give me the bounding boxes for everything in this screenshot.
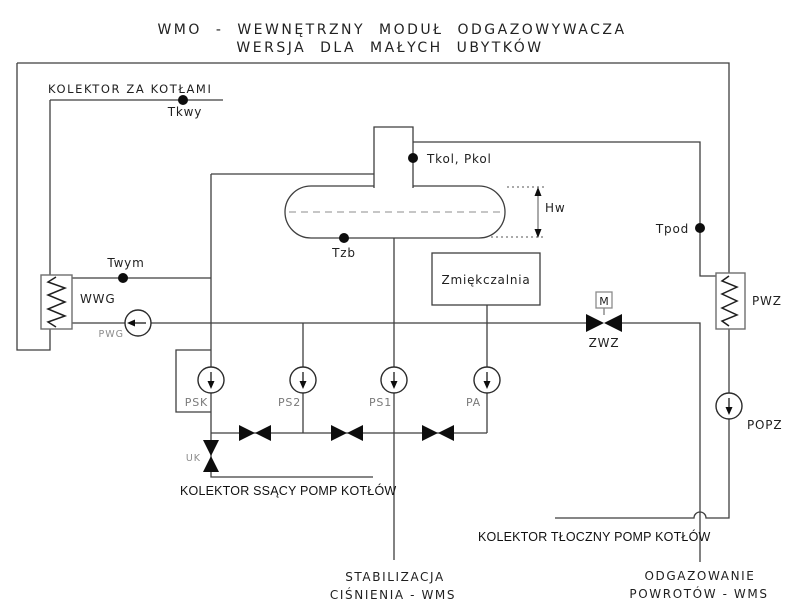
degasser-tank — [285, 127, 505, 238]
valve-uk-symbol — [203, 440, 219, 472]
sensor-tzb-label: Tzb — [332, 246, 356, 260]
softener-unit — [432, 253, 540, 305]
hw-dimension-label: Hw — [545, 201, 566, 215]
pwz-popz-discharge-pipe — [555, 329, 729, 518]
odgazowanie-label-line2: POWROTÓW - WMS — [629, 587, 769, 601]
suction-manifold-pipe — [211, 433, 487, 477]
valve-manifold-3-symbol — [422, 425, 454, 441]
sensor-tzb-dot — [339, 233, 349, 243]
pwz-heat-exchanger-symbol — [716, 273, 745, 329]
sensor-twym-dot — [118, 273, 128, 283]
collector-za-kotlami-label: KOLEKTOR ZA KOTŁAMI — [48, 82, 213, 96]
pump-ps2-symbol — [290, 367, 316, 393]
pump-ps1-symbol — [381, 367, 407, 393]
pump-popz-symbol — [716, 393, 742, 419]
diagram-title-line2: WERSJA DLA MAŁYCH UBYTKÓW — [236, 40, 544, 56]
pump-pa-label: PA — [465, 396, 481, 409]
valve-manifold-2-symbol — [331, 425, 363, 441]
pump-ps1-label: PS1 — [368, 396, 392, 409]
tank-neck — [374, 127, 413, 188]
valve-manifold-1-symbol — [239, 425, 271, 441]
sensor-twym-label: Twym — [107, 256, 145, 270]
wwg-label: WWG — [80, 292, 116, 306]
arrow-up-icon — [535, 187, 542, 196]
pump-popz-label: POPZ — [747, 418, 783, 432]
valve-zwz-label: ZWZ — [588, 336, 620, 350]
stabilizacja-label-line1: STABILIZACJA — [345, 570, 445, 584]
main-suction-pipe — [72, 323, 700, 562]
pump-psk-symbol — [198, 367, 224, 393]
pump-pa-symbol — [474, 367, 500, 393]
sensor-tkol-pkol-dot — [408, 153, 418, 163]
diagram-title-line1: WMO - WEWNĘTRZNY MODUŁ ODGAZOWYWACZA — [157, 22, 627, 38]
motor-actuator-label: M — [599, 295, 609, 308]
stabilizacja-label-line2: CIŚNIENIA - WMS — [329, 588, 457, 602]
softener-label: Zmiękczalnia — [441, 273, 531, 287]
pump-ps2-label: PS2 — [277, 396, 301, 409]
sensor-tkol-pkol-label: Tkol, Pkol — [427, 152, 492, 166]
pump-pwg-label: PWG — [98, 329, 124, 340]
sensor-tpod-dot — [695, 223, 705, 233]
odgazowanie-label-line1: ODGAZOWANIE — [644, 569, 756, 583]
pump-psk-label: PSK — [184, 396, 208, 409]
valve-uk-label: UK — [185, 453, 201, 464]
collector-tloczny-label: KOLEKTOR TŁOCZNY POMP KOTŁÓW — [478, 530, 711, 544]
sensor-tkwy-label: Tkwy — [167, 105, 203, 119]
collector-ssacy-label: KOLEKTOR SSĄCY POMP KOTŁÓW — [180, 484, 397, 498]
sensor-tpod-label: Tpod — [655, 222, 689, 236]
wwg-heat-exchanger-symbol — [41, 275, 72, 329]
arrow-down-icon — [535, 229, 542, 238]
sensor-tkwy-dot — [178, 95, 188, 105]
pump-pwg-symbol — [125, 310, 151, 336]
pwz-label: PWZ — [752, 294, 782, 308]
